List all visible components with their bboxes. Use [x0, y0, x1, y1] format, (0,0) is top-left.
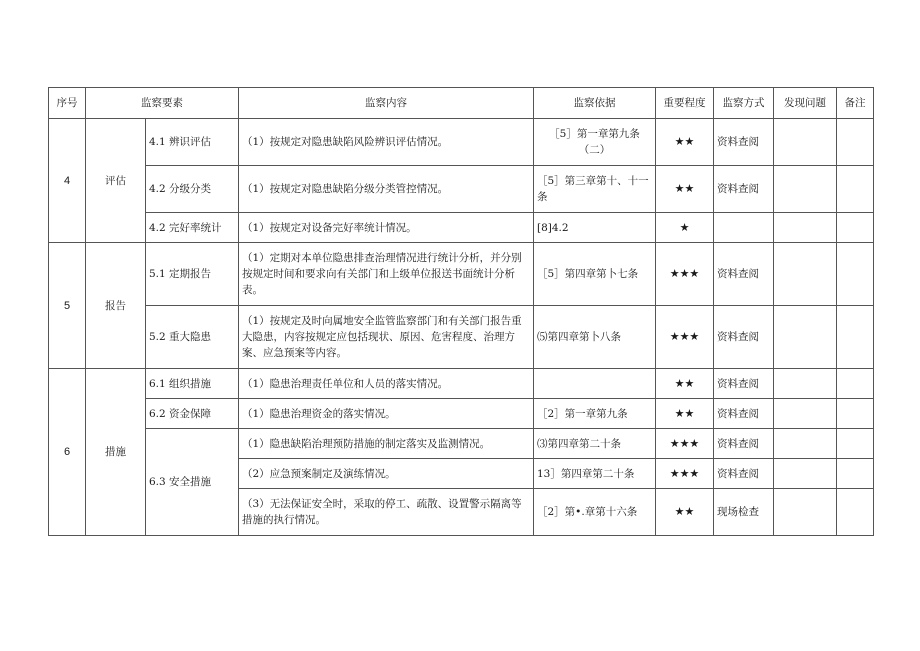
basis-cell: ［5］第四章第卜七条 [534, 243, 656, 306]
method-cell: 资料查阅 [714, 166, 774, 213]
content-cell: （1）定期对本单位隐患排查治理情况进行统计分析，并分别按规定时间和要求向有关部门和上级单位报送书面统计分析表。 [239, 243, 534, 306]
group-name: 报告 [86, 243, 146, 369]
importance-stars: ★ [656, 213, 714, 243]
importance-stars: ★★★ [656, 306, 714, 369]
group-number: 5 [49, 243, 86, 369]
issues-cell [774, 243, 837, 306]
table-row [49, 399, 874, 429]
sub-element: 4.2 完好率统计 [146, 213, 239, 243]
header-row [49, 88, 874, 119]
content-cell: （1）按规定对隐患缺陷风险辨识评估情况。 [239, 119, 534, 166]
method-cell: 资料查阅 [714, 369, 774, 399]
col-header-no: 序号 [49, 88, 86, 119]
sub-element: 6.2 资金保障 [146, 399, 239, 429]
content-cell: （1）按规定对设备完好率统计情况。 [239, 213, 534, 243]
group-name: 评估 [86, 119, 146, 243]
issues-cell [774, 459, 837, 489]
remarks-cell [837, 459, 874, 489]
remarks-cell [837, 213, 874, 243]
issues-cell [774, 213, 837, 243]
remarks-cell [837, 369, 874, 399]
method-cell: 资料查阅 [714, 119, 774, 166]
sub-element: 6.3 安全措施 [146, 429, 239, 536]
col-header-content: 监察内容 [239, 88, 534, 119]
method-cell: 现场检查 [714, 489, 774, 536]
remarks-cell [837, 119, 874, 166]
method-cell: 资料查阅 [714, 429, 774, 459]
sub-element: 4.2 分级分类 [146, 166, 239, 213]
method-cell: 资料查阅 [714, 399, 774, 429]
content-cell: （1）隐患治理责任单位和人员的落实情况。 [239, 369, 534, 399]
importance-stars: ★★★ [656, 429, 714, 459]
table-row [49, 166, 874, 213]
col-header-remarks: 备注 [837, 88, 874, 119]
group-name: 措施 [86, 369, 146, 536]
basis-cell [534, 369, 656, 399]
basis-cell: ［2］第一章第九条 [534, 399, 656, 429]
col-header-element: 监察要素 [86, 88, 239, 119]
method-cell [714, 213, 774, 243]
importance-stars: ★★ [656, 166, 714, 213]
content-cell: （1）隐患治理资金的落实情况。 [239, 399, 534, 429]
table-row [49, 369, 874, 399]
method-cell: 资料查阅 [714, 243, 774, 306]
sub-element: 5.2 重大隐患 [146, 306, 239, 369]
issues-cell [774, 399, 837, 429]
table-row [49, 213, 874, 243]
importance-stars: ★★ [656, 399, 714, 429]
inspection-table [48, 87, 874, 536]
remarks-cell [837, 399, 874, 429]
content-cell: （3）无法保证安全时，采取的停工、疏散、设置警示隔离等措施的执行情况。 [239, 489, 534, 536]
col-header-basis: 监察依据 [534, 88, 656, 119]
table-row [49, 429, 874, 459]
issues-cell [774, 489, 837, 536]
remarks-cell [837, 489, 874, 536]
content-cell: （2）应急预案制定及演练情况。 [239, 459, 534, 489]
table-row [49, 119, 874, 166]
basis-cell: ［2］第•.章第十六条 [534, 489, 656, 536]
basis-cell: ⑸第四章第卜八条 [534, 306, 656, 369]
method-cell: 资料查阅 [714, 306, 774, 369]
issues-cell [774, 119, 837, 166]
col-header-importance: 重要程度 [656, 88, 714, 119]
remarks-cell [837, 306, 874, 369]
sub-element: 4.1 辨识评估 [146, 119, 239, 166]
importance-stars: ★★★ [656, 243, 714, 306]
sub-element: 6.1 组织措施 [146, 369, 239, 399]
content-cell: （1）隐患缺陷治理预防措施的制定落实及监测情况。 [239, 429, 534, 459]
basis-cell: ［5］第一章第九条（二） [534, 119, 656, 166]
importance-stars: ★★ [656, 489, 714, 536]
col-header-issues: 发现问题 [774, 88, 837, 119]
col-header-method: 监察方式 [714, 88, 774, 119]
importance-stars: ★★ [656, 119, 714, 166]
table-row [49, 306, 874, 369]
group-number: 4 [49, 119, 86, 243]
remarks-cell [837, 166, 874, 213]
issues-cell [774, 306, 837, 369]
importance-stars: ★★ [656, 369, 714, 399]
remarks-cell [837, 243, 874, 306]
basis-cell: [8]4.2 [534, 213, 656, 243]
issues-cell [774, 166, 837, 213]
content-cell: （1）按规定及时向属地安全监管监察部门和有关部门报告重大隐患，内容按规定应包括现状、原因、危害程度、治理方案、应急预案等内容。 [239, 306, 534, 369]
basis-cell: ［5］第三章第十、十一条 [534, 166, 656, 213]
importance-stars: ★★★ [656, 459, 714, 489]
content-cell: （1）按规定对隐患缺陷分级分类管控情况。 [239, 166, 534, 213]
issues-cell [774, 429, 837, 459]
issues-cell [774, 369, 837, 399]
basis-cell: ⑶第四章第二十条 [534, 429, 656, 459]
remarks-cell [837, 429, 874, 459]
sub-element: 5.1 定期报告 [146, 243, 239, 306]
table-row [49, 243, 874, 306]
method-cell: 资料查阅 [714, 459, 774, 489]
group-number: 6 [49, 369, 86, 536]
basis-cell: 13］第四章第二十条 [534, 459, 656, 489]
